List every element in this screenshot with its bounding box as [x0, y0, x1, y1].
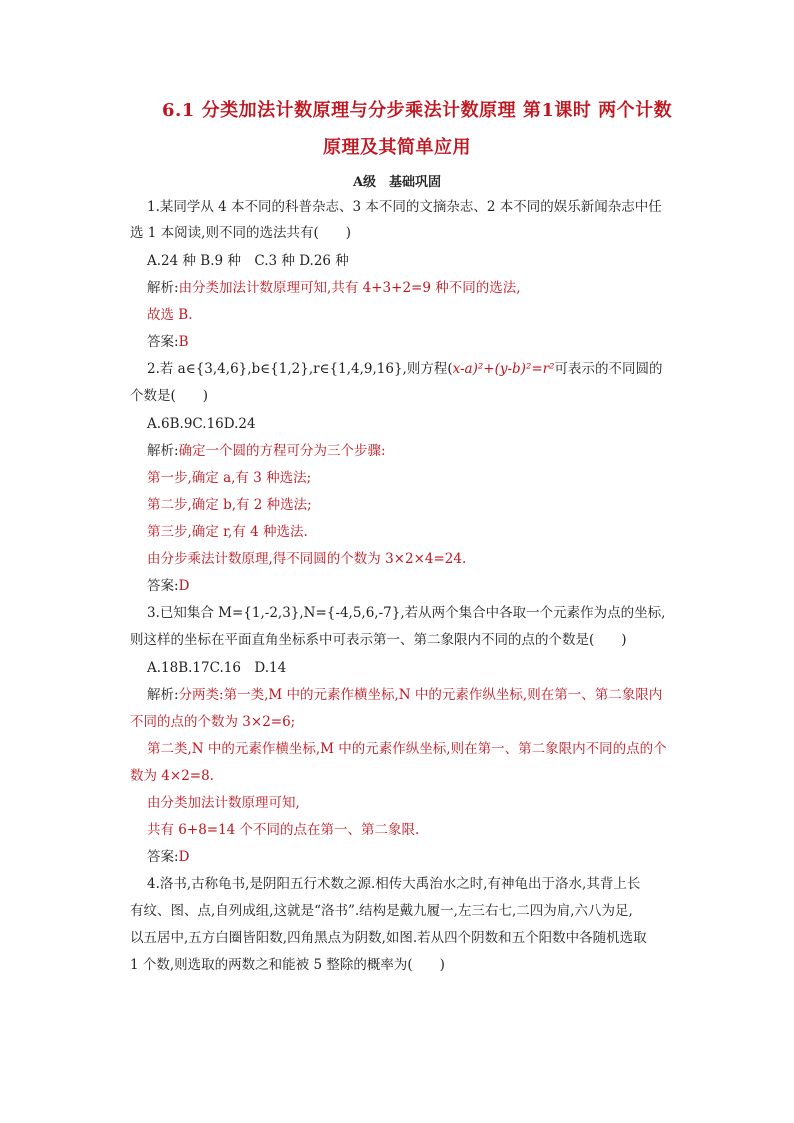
q2-options: A.6B.9C.16D.24 — [147, 416, 256, 432]
answer-label: 答案: — [147, 578, 179, 594]
analysis-label: 解析: — [147, 280, 179, 296]
q2-step2: 第二步,确定 b,有 2 种选法; — [147, 497, 312, 513]
q3-analysis-text: 分两类:第一类,M 中的元素作横坐标,N 中的元素作纵坐标,则在第一、第二象限内 — [178, 687, 663, 703]
page-title-line2: 原理及其简单应用 — [323, 137, 471, 158]
q1-analysis — [147, 279, 687, 297]
q2-answer-value: D — [178, 578, 190, 594]
q2-analysis — [147, 442, 687, 460]
q2-equation: x-a)²+(y-b)²=r² — [452, 361, 555, 377]
q3-answer-value: D — [178, 849, 190, 865]
answer-label: 答案: — [147, 334, 179, 350]
q1-stem-line1: 1.某同学从 4 本不同的科普杂志、3 本不同的文摘杂志、2 本不同的娱乐新闻杂志中任 — [147, 199, 662, 215]
q3-analysis-line5: 由分类加法计数原理可知, — [147, 795, 300, 811]
q2-stem-part1: 2.若 a∈{3,4,6},b∈{1,2},r∈{1,4,9,16},则方程( — [147, 361, 453, 377]
q3-analysis-line3: 第二类,N 中的元素作横坐标,M 中的元素作纵坐标,则在第一、第二象限内不同的点的个 — [147, 741, 667, 757]
q3-stem-line2: 则这样的坐标在平面直角坐标系中可表示第一、第二象限内不同的点的个数是( ) — [130, 632, 627, 648]
q3-analysis-line1 — [147, 686, 687, 704]
q2-stem-line1 — [147, 360, 687, 378]
q4-stem-line4: 1 个数,则选取的两数之和能被 5 整除的概率为( ) — [130, 957, 445, 973]
q1-options: A.24 种 B.9 种 C.3 种 D.26 种 — [147, 253, 349, 269]
q2-summary: 由分步乘法计数原理,得不同圆的个数为 3×2×4=24. — [147, 551, 467, 567]
q2-analysis-text: 确定一个圆的方程可分为三个步骤: — [178, 443, 386, 459]
q3-analysis-line2: 不同的点的个数为 3×2=6; — [130, 714, 296, 730]
analysis-label: 解析: — [147, 443, 179, 459]
q2-stem-part2: 可表示的不同圆的 — [554, 361, 663, 377]
q2-stem-line2: 个数是( ) — [130, 388, 209, 404]
q3-analysis-line6: 共有 6+8=14 个不同的点在第一、第二象限. — [147, 822, 420, 838]
q3-stem-line1: 3.已知集合 M={1,-2,3},N={-4,5,6,-7},若从两个集合中各取一个元素作为点的坐标, — [147, 605, 666, 621]
q3-options: A.18B.17C.16 D.14 — [147, 660, 287, 676]
q1-analysis-text: 由分类加法计数原理可知,共有 4+3+2=9 种不同的选法, — [178, 280, 521, 296]
analysis-label: 解析: — [147, 687, 179, 703]
q4-stem-line3: 以五居中,五方白圈皆阳数,四角黑点为阴数,如图.若从四个阴数和五个阳数中各随机选取 — [130, 930, 647, 946]
page-title-line1: 6.1 分类加法计数原理与分步乘法计数原理 第1课时 两个计数 — [162, 100, 673, 121]
section-heading: A级 基础巩固 — [352, 175, 442, 190]
q3-answer — [147, 848, 687, 866]
q2-step3: 第三步,确定 r,有 4 种选法. — [147, 524, 308, 540]
answer-label: 答案: — [147, 849, 179, 865]
q1-answer — [147, 333, 687, 351]
q4-stem-line1: 4.洛书,古称龟书,是阴阳五行术数之源.相传大禹治水之时,有神龟出于洛水,其背上长 — [147, 876, 641, 892]
q3-analysis-line4: 数为 4×2=8. — [130, 768, 214, 784]
q1-conclusion: 故选 B. — [147, 307, 193, 323]
q2-answer — [147, 577, 687, 595]
q1-answer-value: B — [178, 334, 189, 350]
q1-stem-line2: 选 1 本阅读,则不同的选法共有( ) — [130, 225, 351, 241]
q2-step1: 第一步,确定 a,有 3 种选法; — [147, 470, 312, 486]
q4-stem-line2: 有纹、图、点,自列成组,这就是“洛书”.结构是戴九履一,左三右七,二四为肩,六八为足, — [130, 903, 633, 919]
